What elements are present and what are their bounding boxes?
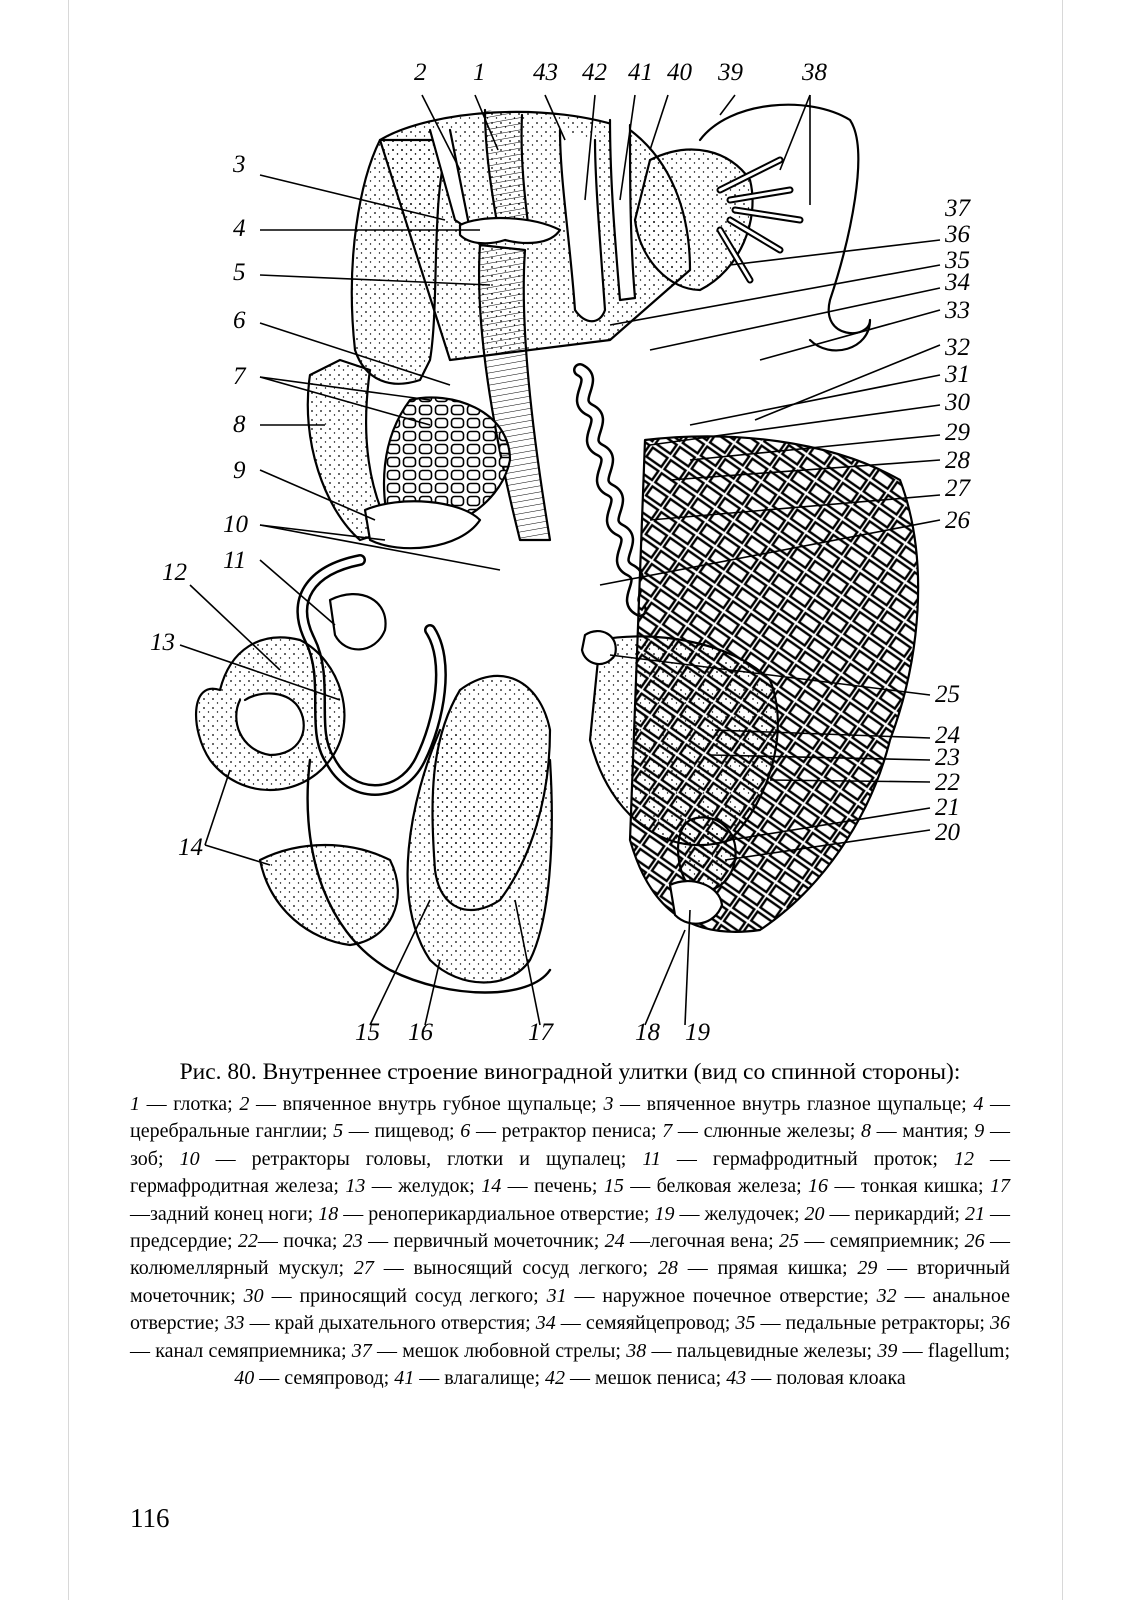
figure-label-1: 1 [473,59,486,86]
legend-text: — желудочек; [674,1202,805,1225]
legend-number: 36 [990,1312,1011,1335]
legend-text: — первичный мочеточник; [362,1230,605,1253]
legend-number: 5 [333,1120,344,1143]
legend-text: — край дыхательного отверстия; [244,1312,536,1335]
legend-text: — семяяйцепровод; [555,1312,736,1335]
legend-number: 41 [394,1367,415,1390]
legend-item [735,1312,990,1334]
legend-text: — анальное отверстие; [130,1284,1011,1335]
figure-label-15: 15 [355,1019,380,1046]
legend-number: 39 [877,1339,898,1362]
legend-number: 14 [481,1175,502,1198]
figure-label-3: 3 [233,151,246,178]
legend-text: — церебральные ганглии; [130,1093,1010,1143]
legend-item [345,1175,481,1197]
legend-number: 19 [654,1202,675,1225]
heart [678,817,736,890]
figure-label-25: 25 [935,681,960,708]
legend-number: 24 [604,1230,625,1253]
legend-item [605,1230,779,1252]
figure-label-43: 43 [533,59,558,86]
legend-number: 16 [808,1175,829,1198]
legend-number: 23 [342,1230,363,1253]
legend-item [244,1285,547,1307]
legend-item [808,1175,990,1197]
legend-text: —задний конец ноги; [130,1202,319,1225]
legend-text: — колюмеллярный мускул; [130,1230,1011,1280]
figure-label-18: 18 [635,1019,660,1046]
legend-item [225,1312,536,1334]
figure-label-10: 10 [223,511,248,538]
figure-label-21: 21 [935,794,960,821]
figure-label-37: 37 [945,195,970,222]
crop [365,501,480,548]
legend-item [536,1312,736,1334]
legend-number: 25 [779,1230,800,1253]
legend-item [603,1093,973,1115]
legend-text: — наружное почечное отверстие; [566,1284,877,1307]
anatomy-figure [130,40,1010,1060]
figure-label-22: 22 [935,769,960,796]
legend-number: 28 [657,1257,678,1280]
legend-text: — гермафродитная железа; [130,1147,1011,1198]
legend-item [352,1340,626,1362]
figure-label-41: 41 [628,59,653,86]
legend-item [805,1203,965,1225]
figure-label-40: 40 [667,59,692,86]
legend-number: 31 [546,1284,567,1307]
legend-number: 37 [351,1339,372,1362]
legend-item [234,1367,394,1389]
page-border-right [1062,0,1063,1600]
figure-label-38: 38 [802,59,827,86]
legend-text: — гермафродитный проток; [660,1147,954,1170]
legend-text: — впяченное внутрь губное щупальце; [249,1093,604,1115]
figure-label-14: 14 [178,834,203,861]
legend-item [481,1175,604,1197]
figure-label-19: 19 [685,1019,710,1046]
spermatheca [582,631,616,664]
legend-item [877,1340,1010,1362]
figure-label-24: 24 [935,722,960,749]
legend-item [343,1230,605,1252]
legend-number: 9 [974,1120,985,1143]
figure-label-23: 23 [935,744,960,771]
legend-text: — пальцевидные железы; [646,1339,878,1362]
figure-label-13: 13 [150,629,175,656]
figure-label-5: 5 [233,259,246,286]
legend-text: — вторичный мочеточник; [130,1257,1010,1307]
legend-text: — семяпровод; [254,1367,395,1390]
legend-text: — половая клоака [746,1367,906,1390]
legend-item [130,1093,239,1115]
legend-number: 21 [965,1202,985,1225]
legend-text: — ретрактор пениса; [470,1120,663,1143]
legend-number: 13 [345,1175,366,1198]
legend-number: 7 [662,1120,673,1143]
legend-text: — педальные ретракторы; [755,1312,991,1335]
legend-number: 27 [353,1257,374,1280]
legend-item [545,1367,726,1389]
legend-text: — ретракторы головы, глотки и щупалец; [199,1147,643,1170]
legend-text: — flagellum; [897,1339,1010,1362]
legend-number: 30 [243,1284,264,1307]
legend-text: — предсердие; [130,1202,1011,1253]
figure-label-6: 6 [233,307,246,334]
legend-text: — желудок; [365,1175,482,1198]
legend-number: 10 [179,1147,200,1170]
figure-label-36: 36 [945,221,970,248]
figure-label-31: 31 [945,361,970,388]
legend-number: 38 [626,1339,647,1362]
figure-label-16: 16 [408,1019,433,1046]
legend-number: 2 [239,1093,250,1115]
legend-item [547,1285,877,1307]
figure-label-9: 9 [233,457,246,484]
figure-label-8: 8 [233,411,246,438]
legend-item [354,1257,658,1279]
legend-text: — почка; [257,1230,343,1253]
legend-number: 26 [964,1230,985,1253]
legend-number: 15 [603,1175,624,1198]
legend-item [239,1093,603,1115]
legend-number: 32 [876,1284,897,1307]
legend-number: 20 [804,1202,825,1225]
legend-number: 1 [130,1093,140,1115]
figure-label-7: 7 [233,363,246,390]
legend-number: 33 [224,1312,245,1335]
legend-text: — перикардий; [824,1202,965,1225]
figure-label-29: 29 [945,419,970,446]
kidney [590,636,778,845]
snail-anatomy-drawing [130,40,1010,1060]
legend-item [654,1203,804,1225]
legend-number: 22 [237,1230,258,1253]
legend-number: 43 [726,1367,747,1390]
legend-number: 35 [735,1312,756,1335]
legend-text: —легочная вена; [624,1230,780,1253]
figure-label-27: 27 [945,475,970,502]
legend-text: — тонкая кишка; [828,1175,991,1198]
legend-item [318,1203,654,1225]
legend-number: 11 [642,1147,661,1170]
caption-legend [130,1091,1010,1392]
legend-text: — белковая железа; [623,1175,809,1198]
legend-text: — мантия; [870,1120,975,1143]
legend-number: 42 [545,1367,566,1390]
figure-label-11: 11 [223,547,247,574]
legend-number: 40 [234,1367,255,1390]
legend-text: — слюнные железы; [672,1120,861,1143]
legend-text: — глотка; [140,1093,240,1115]
hermaphrodite-gland [330,594,386,649]
legend-item [779,1230,965,1252]
legend-number: 29 [857,1257,878,1280]
legend-item [626,1340,877,1362]
legend-number: 6 [460,1120,471,1143]
legend-text: — влагалище; [414,1367,546,1390]
legend-item [460,1120,662,1142]
figure-label-17: 17 [528,1019,553,1046]
figure-label-4: 4 [233,215,246,242]
figure-caption [130,1057,1010,1392]
legend-number: 34 [535,1312,556,1335]
legend-number: 3 [603,1093,614,1115]
page-number: 116 [130,1503,170,1533]
legend-text: — канал семяприемника; [130,1339,352,1362]
legend-item [604,1175,808,1197]
legend-text: — семяприемник; [799,1230,965,1253]
figure-label-28: 28 [945,447,970,474]
legend-text: — выносящий сосуд легкого; [373,1257,658,1280]
legend-number: 4 [973,1093,984,1115]
legend-number: 17 [990,1175,1011,1198]
figure-label-12: 12 [162,559,187,586]
legend-item [238,1230,343,1252]
caption-title: Рис. 80. Внутреннее строение виноградной улитки (вид со спинной стороны): [179,1059,961,1085]
legend-item [333,1120,460,1142]
legend-text: — прямая кишка; [677,1257,858,1280]
legend-text: — печень; [501,1175,604,1198]
legend-item [662,1120,861,1142]
legend-text: — впяченное внутрь глазное щупальце; [613,1093,974,1115]
figure-label-20: 20 [935,819,960,846]
figure-label-39: 39 [718,59,743,86]
liver-lobe [260,845,398,945]
figure-label-34: 34 [945,269,970,296]
figure-label-26: 26 [945,507,970,534]
legend-item [394,1367,545,1389]
figure-label-35: 35 [945,247,970,274]
foot-end [408,730,552,983]
legend-item [726,1367,906,1389]
figure-label-2: 2 [414,59,427,86]
legend-item [180,1148,643,1170]
legend-number: 12 [953,1147,974,1170]
page-border-left [68,0,69,1600]
legend-item [642,1148,954,1170]
figure-label-30: 30 [945,389,970,416]
legend-item [861,1120,974,1142]
legend-number: 8 [860,1120,871,1143]
legend-number: 18 [318,1202,339,1225]
legend-text: — зоб; [130,1120,1010,1170]
legend-text: — приносящий сосуд легкого; [263,1284,547,1307]
legend-item [658,1257,857,1279]
legend-text: — мешок пениса; [565,1367,727,1390]
legend-text: — пищевод; [343,1120,461,1143]
legend-text: — ренoперикардиальное отверстие; [338,1202,655,1225]
figure-label-32: 32 [945,334,970,361]
figure-label-33: 33 [945,297,970,324]
legend-text: — мешок любовной стрелы; [371,1339,627,1362]
figure-label-42: 42 [582,59,607,86]
